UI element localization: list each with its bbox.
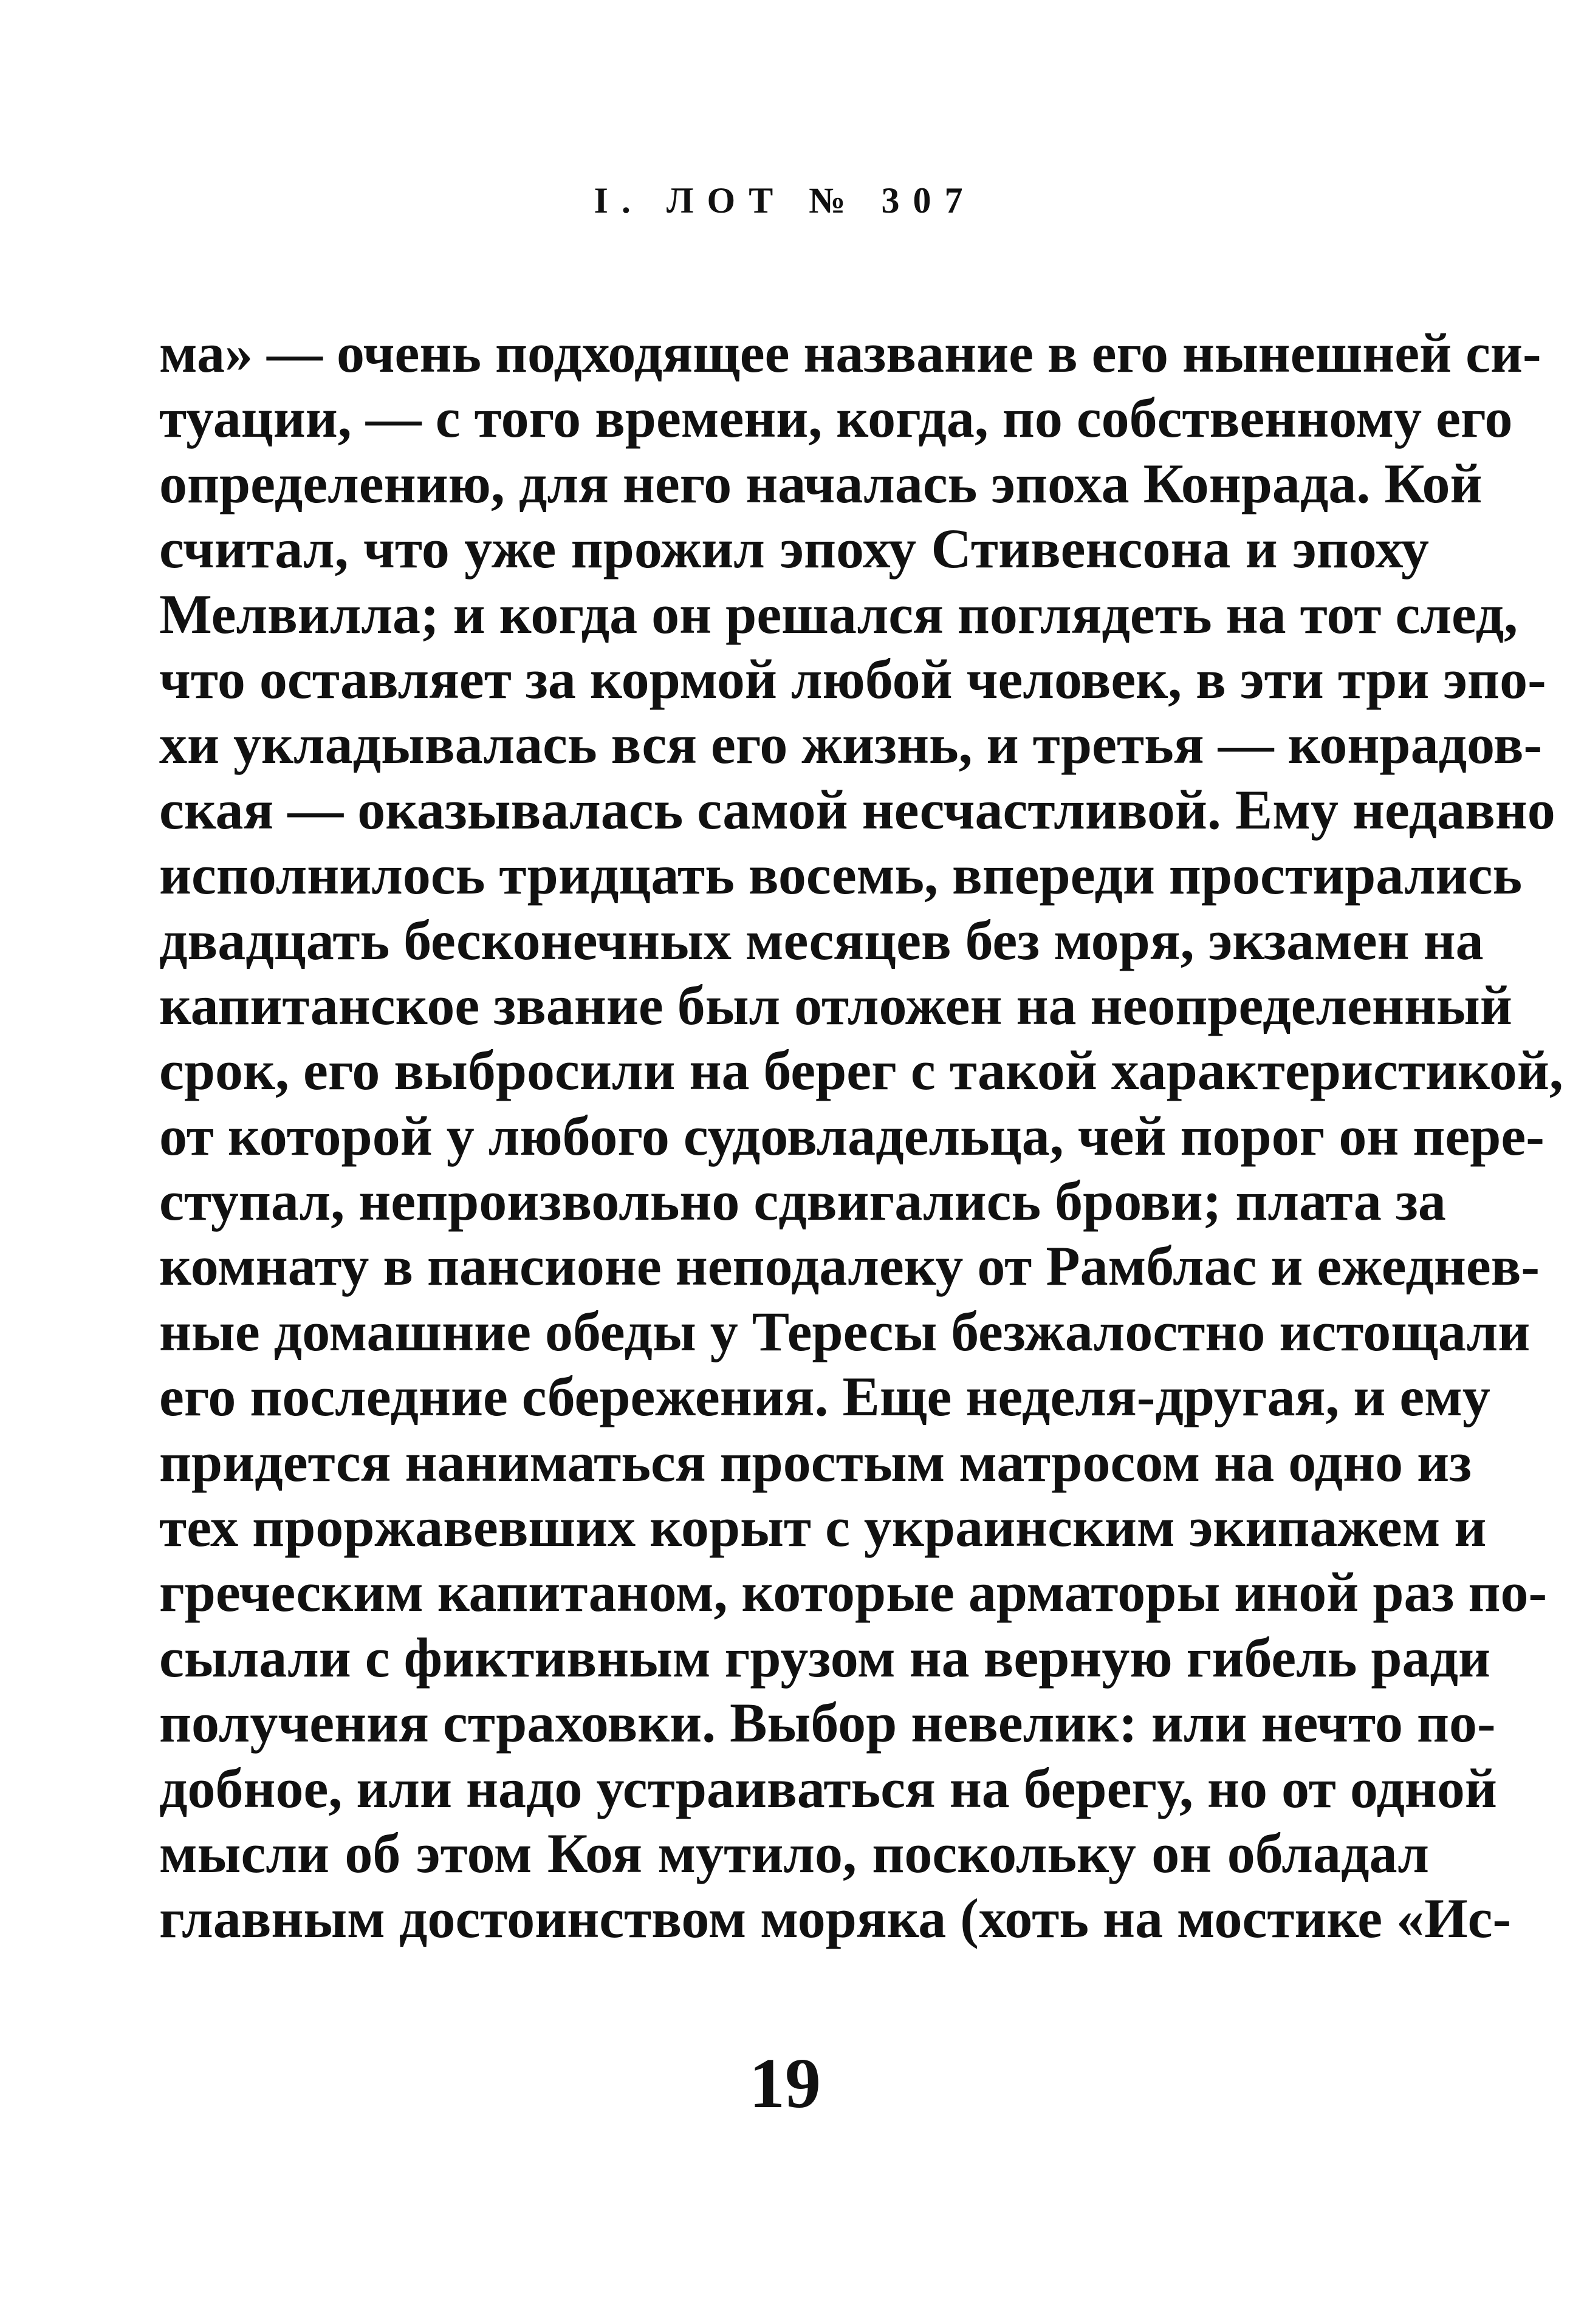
text-line: сылали с фиктивным грузом на верную гибель ради (159, 1626, 1491, 1689)
text-line: греческим капитаном, которые арматоры иной раз по- (159, 1561, 1548, 1624)
page-number: 19 (749, 2043, 821, 2123)
text-line: двадцать бесконечных месяцев без моря, экзамен на (159, 909, 1484, 971)
text-line: его последние сбережения. Еще неделя-другая, и ему (159, 1365, 1490, 1428)
text-line: тех проржавевших корыт с украинским экипажем и (159, 1496, 1487, 1559)
text-line: туации, — с того времени, когда, по собственному его (159, 387, 1513, 449)
text-line: главным достоинством моряка (хоть на мостике «Ис- (159, 1887, 1512, 1950)
text-line: что оставляет за кормой любой человек, в эти три эпо- (159, 648, 1546, 710)
text-line: капитанское звание был отложен на неопределенный (159, 974, 1512, 1036)
text-line: считал, что уже прожил эпоху Стивенсона и эпоху (159, 518, 1429, 580)
text-line: Мелвилла; и когда он решался поглядеть на тот след, (159, 583, 1518, 645)
text-line: ма» — очень подходящее название в его нынешней си- (159, 322, 1541, 384)
text-line: ные домашние обеды у Тересы безжалостно истощали (159, 1300, 1531, 1362)
text-line: ская — оказывалась самой несчастливой. Ему недавно (159, 778, 1555, 841)
running-header: I. ЛОТ № 307 (594, 180, 976, 220)
text-line: ступал, непроизвольно сдвигались брови; плата за (159, 1170, 1446, 1232)
text-line: от которой у любого судовладельца, чей порог он пере- (159, 1104, 1544, 1167)
text-line: мысли об этом Коя мутило, поскольку он обладал (159, 1822, 1429, 1884)
text-line: срок, его выбросили на берег с такой характеристикой, (159, 1039, 1563, 1102)
text-line: получения страховки. Выбор невелик: или нечто по- (159, 1692, 1496, 1754)
text-line: определению, для него началась эпоха Конрада. Кой (159, 452, 1483, 514)
text-line: добное, или надо устраиваться на берегу, но от одной (159, 1757, 1497, 1819)
text-line: комнату в пансионе неподалеку от Рамблас и ежеднев- (159, 1235, 1540, 1297)
text-line: исполнилось тридцать восемь, впереди простирались (159, 844, 1523, 906)
text-line: хи укладывалась вся его жизнь, и третья — конрадов- (159, 713, 1543, 776)
text-line: придется наниматься простым матросом на одно из (159, 1430, 1472, 1493)
body-text (159, 321, 1563, 1952)
